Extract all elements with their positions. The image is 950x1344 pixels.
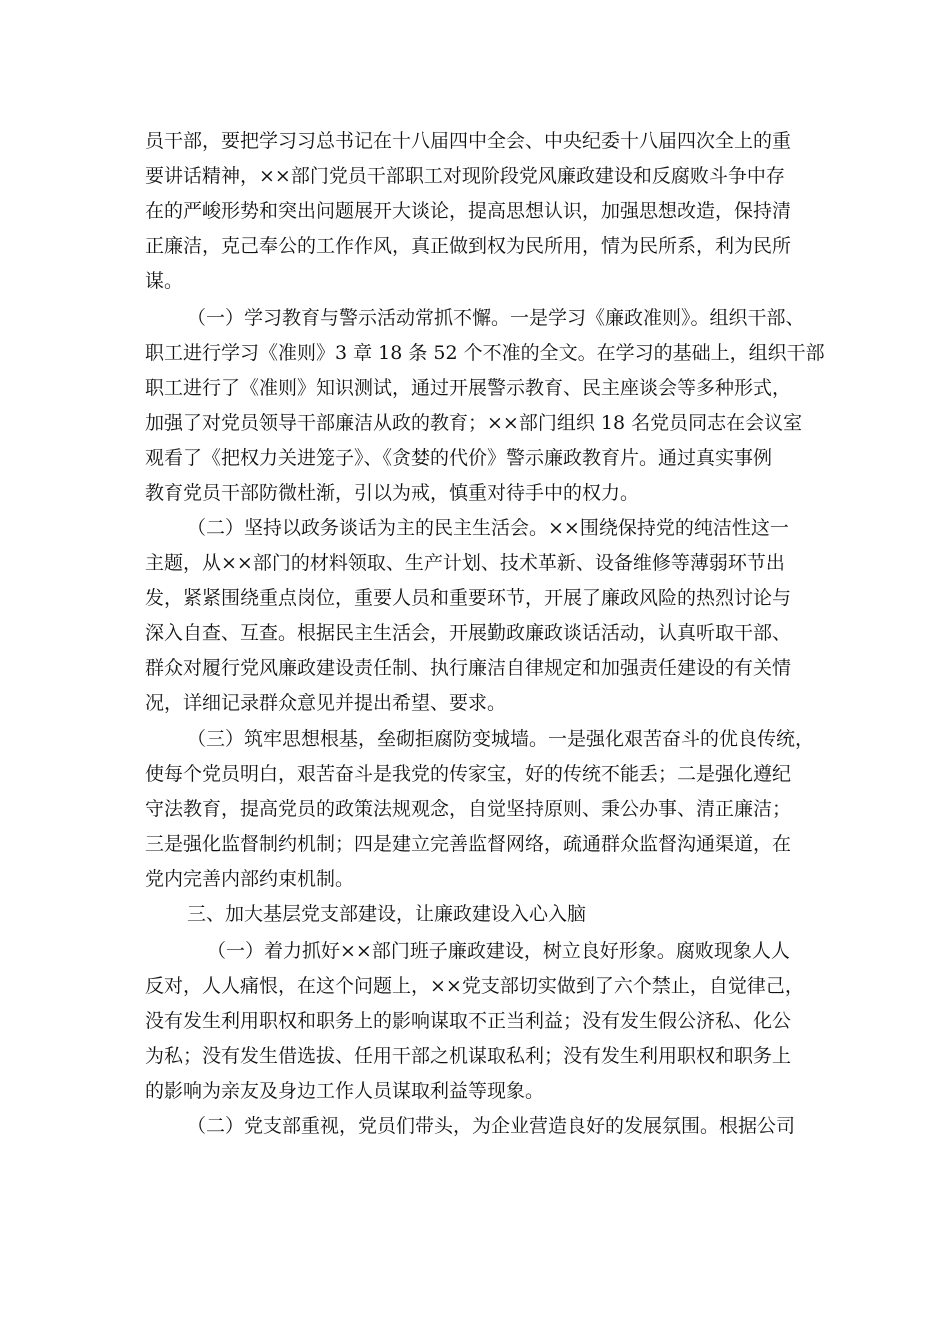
body-text-line: 三是强化监督制约机制；四是建立完善监督网络，疏通群众监督沟通渠道，在 xyxy=(145,833,792,855)
body-text-line: （二）坚持以政务谈话为主的民主生活会。××围绕保持党的纯洁性这一 xyxy=(187,517,789,539)
body-text-line: 职工进行学习《准则》3 章 18 条 52 个不准的全文。在学习的基础上，组织干部 xyxy=(145,342,825,364)
body-text-line: 正廉洁，克己奉公的工作作风，真正做到权为民所用，情为民所系，利为民所 xyxy=(145,235,792,257)
body-text-line: 主题，从××部门的材料领取、生产计划、技术革新、设备维修等薄弱环节出 xyxy=(145,552,785,574)
body-text-line: 使每个党员明白，艰苦奋斗是我党的传家宝，好的传统不能丢；二是强化遵纪 xyxy=(145,763,792,785)
body-text-line: 职工进行了《准则》知识测试，通过开展警示教育、民主座谈会等多种形式， xyxy=(145,377,792,399)
body-text-line: （一）学习教育与警示活动常抓不懈。一是学习《廉政准则》。组织干部、 xyxy=(187,307,805,329)
body-text-line: 况，详细记录群众意见并提出希望、要求。 xyxy=(145,692,507,714)
body-text-line: 谋。 xyxy=(145,270,184,292)
body-text-line: （二）党支部重视，党员们带头，为企业营造良好的发展氛围。根据公司 xyxy=(187,1115,796,1137)
body-text-line: 党内完善内部约束机制。 xyxy=(145,868,355,890)
body-text-line: （三）筑牢思想根基，垒砌拒腐防变城墙。一是强化艰苦奋斗的优良传统， xyxy=(187,728,815,750)
body-text-line: 员干部，要把学习习总书记在十八届四中全会、中央纪委十八届四次全上的重 xyxy=(145,130,792,152)
body-text-line: 加强了对党员领导干部廉洁从政的教育；××部门组织 18 名党员同志在会议室 xyxy=(145,412,803,434)
section-heading: 三、加大基层党支部建设，让廉政建设入心入脑 xyxy=(187,903,587,925)
body-text-line: 观看了《把权力关进笼子》、《贪婪的代价》警示廉政教育片。通过真实事例 xyxy=(145,447,773,469)
body-text-line: （一）着力抓好××部门班子廉政建设，树立良好形象。腐败现象人人 xyxy=(207,940,790,962)
body-text-line: 教育党员干部防微杜渐，引以为戒，慎重对待手中的权力。 xyxy=(145,482,640,504)
body-text-line: 深入自查、互查。根据民主生活会，开展勤政廉政谈话活动，认真听取干部、 xyxy=(145,622,792,644)
body-text-line: 的影响为亲友及身边工作人员谋取利益等现象。 xyxy=(145,1080,545,1102)
body-text-line: 在的严峻形势和突出问题展开大谈论，提高思想认识，加强思想改造，保持清 xyxy=(145,200,792,222)
body-text-line: 反对，人人痛恨，在这个问题上，××党支部切实做到了六个禁止，自觉律己， xyxy=(145,975,804,997)
body-text-line: 守法教育，提高党员的政策法规观念，自觉坚持原则、秉公办事、清正廉洁； xyxy=(145,798,792,820)
body-text-line: 为私；没有发生借选拔、任用干部之机谋取私利；没有发生利用职权和职务上 xyxy=(145,1045,792,1067)
body-text-line: 发，紧紧围绕重点岗位，重要人员和重要环节，开展了廉政风险的热烈讨论与 xyxy=(145,587,792,609)
body-text-line: 要讲话精神，××部门党员干部职工对现阶段党风廉政建设和反腐败斗争中存 xyxy=(145,165,785,187)
body-text-line: 没有发生利用职权和职务上的影响谋取不正当利益；没有发生假公济私、化公 xyxy=(145,1010,792,1032)
body-text-line: 群众对履行党风廉政建设责任制、执行廉洁自律规定和加强责任建设的有关情 xyxy=(145,657,792,679)
